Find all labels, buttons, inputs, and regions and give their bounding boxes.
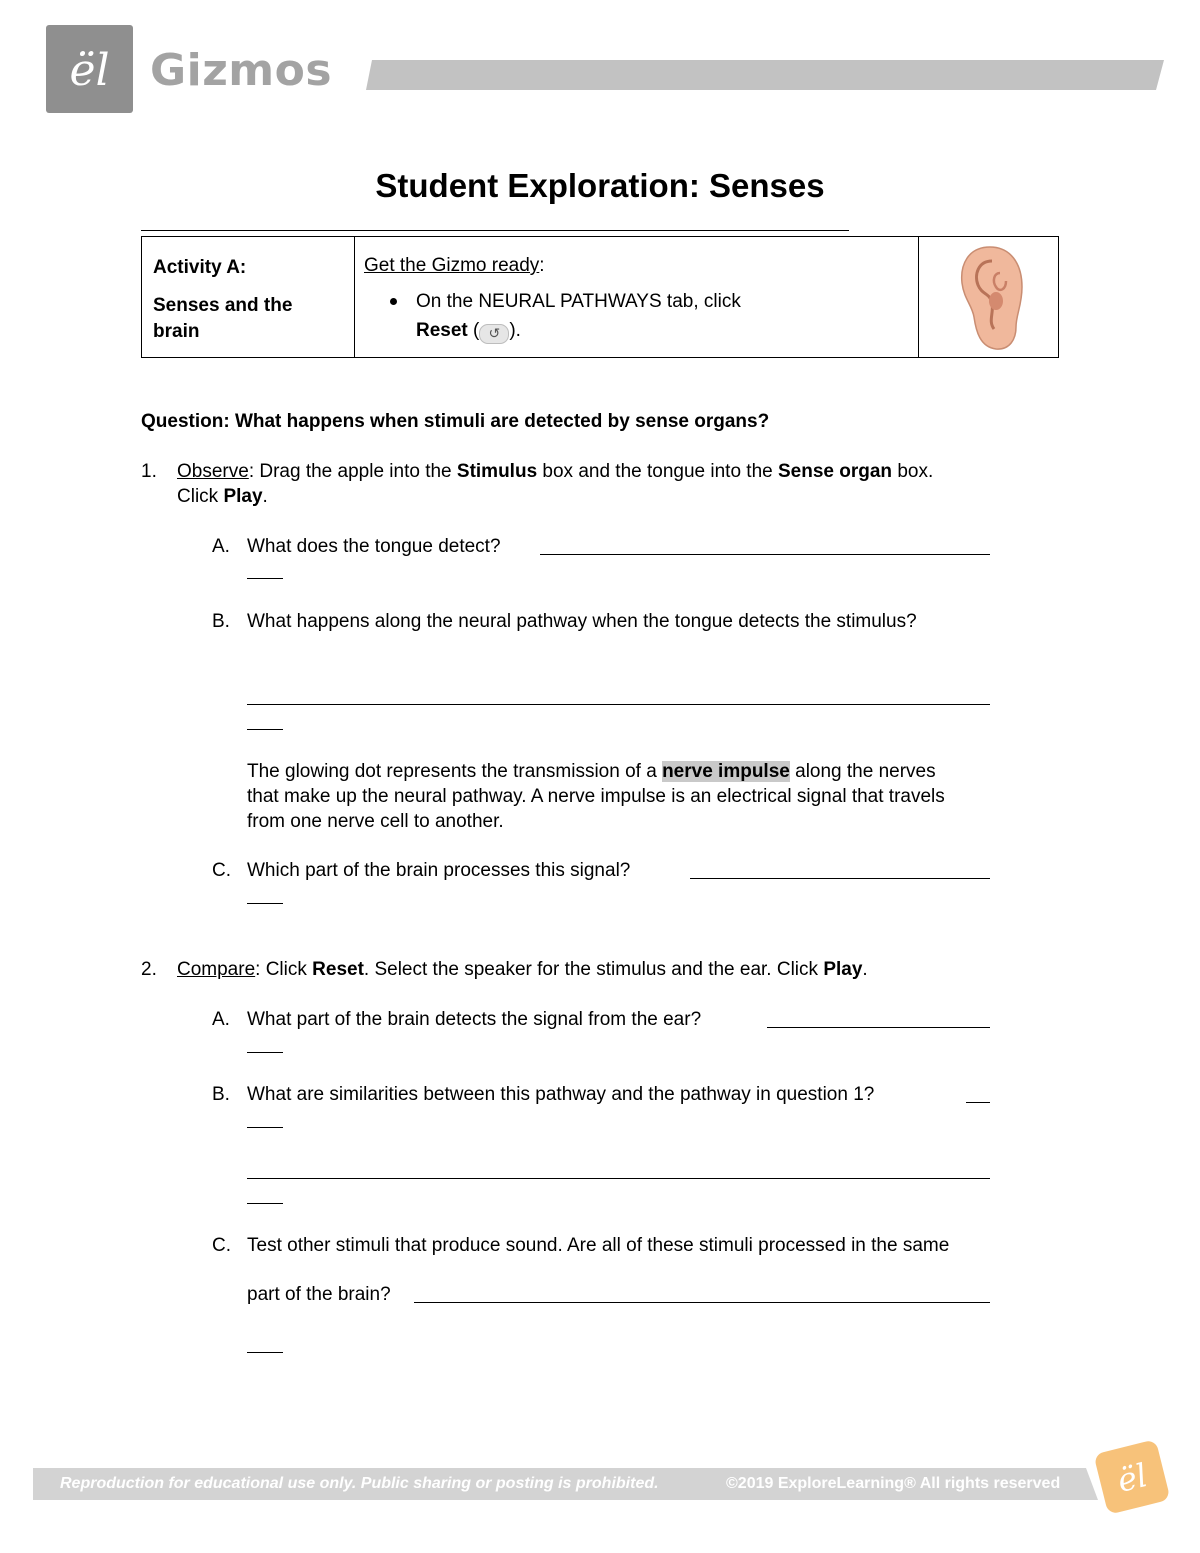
gizmo-ready-heading: Get the Gizmo ready: xyxy=(364,255,545,276)
main-question: Question: What happens when stimuli are detected by sense organs? xyxy=(141,411,770,432)
reset-icon: ↺ xyxy=(479,324,509,344)
reset-instruction: Reset ( ↺ ). xyxy=(416,318,521,344)
q1c-text: Which part of the brain processes this signal? xyxy=(247,860,631,881)
answer-line[interactable] xyxy=(247,903,283,904)
table-divider xyxy=(354,237,355,357)
nerve-impulse-paragraph: The glowing dot represents the transmission of a nerve impulse along the nerves xyxy=(247,761,936,782)
highlighted-term: nerve impulse xyxy=(662,761,790,782)
q2b-text: What are similarities between this pathway and the pathway in question 1? xyxy=(247,1084,875,1105)
q2b-letter: B. xyxy=(212,1084,230,1105)
answer-line[interactable] xyxy=(966,1102,990,1103)
answer-line[interactable] xyxy=(690,878,990,879)
q2-number: 2. xyxy=(141,959,157,980)
answer-line[interactable] xyxy=(247,704,990,705)
q1b-text: What happens along the neural pathway when the tongue detects the stimulus? xyxy=(247,611,917,632)
bullet-text: On the NEURAL PATHWAYS tab, click xyxy=(416,291,741,312)
answer-line[interactable] xyxy=(414,1302,990,1303)
logo-mark: ël xyxy=(69,45,110,96)
q1c-letter: C. xyxy=(212,860,231,881)
header-bar xyxy=(366,60,1164,90)
answer-line[interactable] xyxy=(247,1203,283,1204)
answer-line[interactable] xyxy=(247,578,283,579)
q2c-text-line2: part of the brain? xyxy=(247,1284,391,1305)
title-divider xyxy=(141,230,849,231)
gizmos-logo xyxy=(46,25,133,113)
q1-instructions-line2: Click Play. xyxy=(177,486,268,507)
answer-line[interactable] xyxy=(247,1127,283,1128)
brand-name: Gizmos xyxy=(150,45,333,96)
q2c-text: Test other stimuli that produce sound. Are all of these stimuli processed in the same xyxy=(247,1235,950,1256)
q1-number: 1. xyxy=(141,461,157,482)
logo-mark: ël xyxy=(1113,1456,1151,1500)
activity-table xyxy=(141,236,1059,358)
explorelearning-logo xyxy=(1093,1439,1170,1515)
page-title: Student Exploration: Senses xyxy=(375,167,825,204)
answer-line[interactable] xyxy=(247,1052,283,1053)
answer-line[interactable] xyxy=(247,729,283,730)
answer-line[interactable] xyxy=(247,1178,990,1179)
paragraph-line: that make up the neural pathway. A nerve impulse is an electrical signal that travels xyxy=(247,786,945,807)
q1b-letter: B. xyxy=(212,611,230,632)
q1a-text: What does the tongue detect? xyxy=(247,536,501,557)
footer-notice: Reproduction for educational use only. Public sharing or posting is prohibited. xyxy=(60,1475,659,1492)
activity-name: Senses and the brain xyxy=(153,295,293,342)
answer-line[interactable] xyxy=(247,1352,283,1353)
q2a-text: What part of the brain detects the signal from the ear? xyxy=(247,1009,702,1030)
answer-line[interactable] xyxy=(767,1027,990,1028)
q1-instructions: Observe: Drag the apple into the Stimulus box and the tongue into the Sense organ box. xyxy=(177,461,934,482)
bullet-icon xyxy=(390,298,397,305)
q2-instructions: Compare: Click Reset. Select the speaker for the stimulus and the ear. Click Play. xyxy=(177,959,868,980)
table-divider xyxy=(918,237,919,357)
q2c-letter: C. xyxy=(212,1235,231,1256)
footer-copyright: ©2019 ExploreLearning® All rights reserved xyxy=(726,1475,1061,1492)
q1a-letter: A. xyxy=(212,536,230,557)
answer-line[interactable] xyxy=(540,554,990,555)
q2a-letter: A. xyxy=(212,1009,230,1030)
paragraph-line: from one nerve cell to another. xyxy=(247,811,504,832)
ear-icon xyxy=(950,243,1030,353)
activity-label: Activity A: xyxy=(153,257,247,278)
